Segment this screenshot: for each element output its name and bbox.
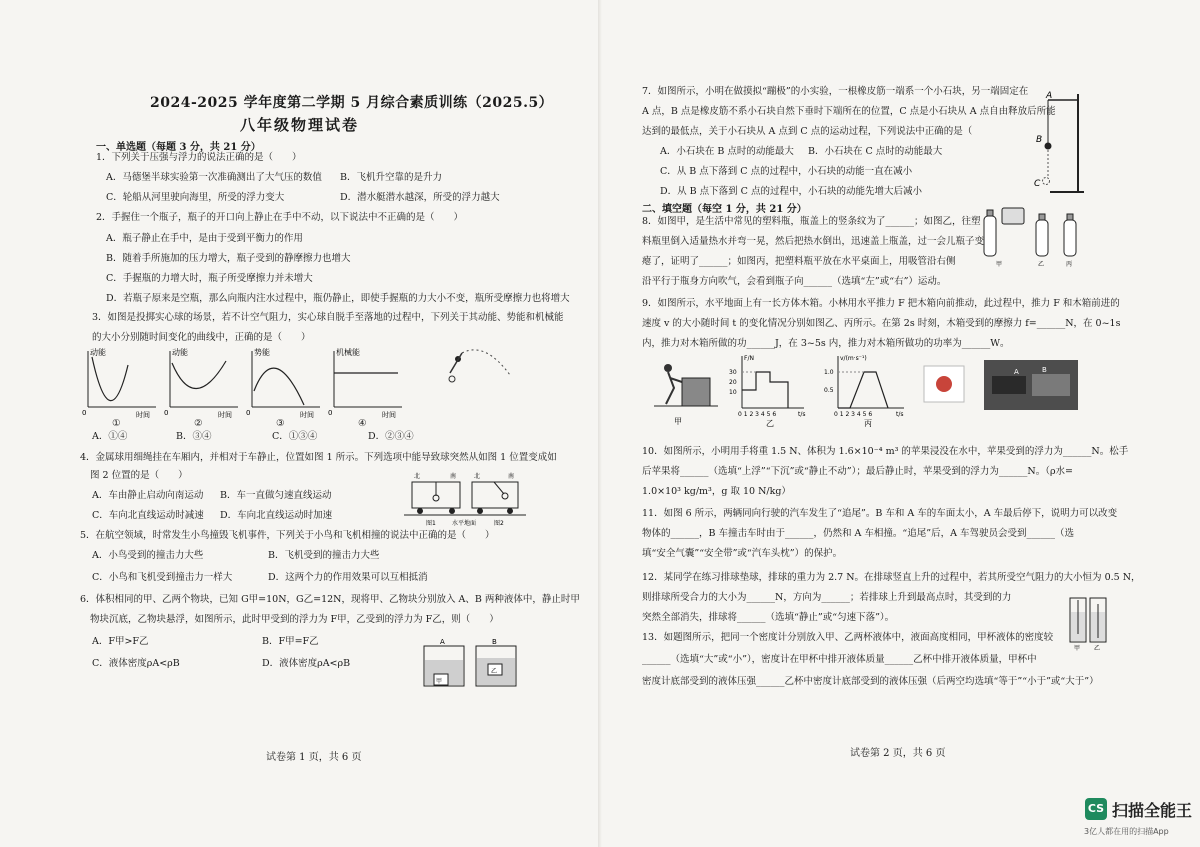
q2-option-c: C．手握瓶的力增大时，瓶子所受摩擦力并未增大 xyxy=(106,273,313,284)
q3-option-d: D．②③④ xyxy=(368,431,414,442)
fig9-f-ticks: 0 1 2 3 4 5 6 xyxy=(738,411,777,418)
fig9-f-10: 10 xyxy=(729,389,737,396)
question-7: 7．如图所示，小明在做摸拟“蹦极”的小实验，一根橡皮筋一端系一个小石块，另一端固定在 xyxy=(642,86,1029,97)
q3-graph-3-label: ③ xyxy=(276,418,285,429)
fig9-f-30: 30 xyxy=(729,369,737,376)
q3-option-b: B．③④ xyxy=(176,431,212,442)
fig9-f-t-axis: t/s xyxy=(798,411,806,418)
q7-option-b: B．小石块在 C 点时的动能最大 xyxy=(808,146,943,157)
fig8-jia: 甲 xyxy=(996,261,1003,268)
section-fill-blank: 二、填空题（每空 1 分，共 21 分） xyxy=(642,204,807,215)
fig6-label-a: A xyxy=(440,638,445,646)
fig6-block-yi: 乙 xyxy=(491,668,498,675)
q2-option-d: D．若瓶子原来是空瓶，那么向瓶内注水过程中，瓶仍静止，即使手握瓶的力大小不变，瓶所受摩擦力也将增大 xyxy=(106,293,570,304)
q7-option-c: C．从 B 点下落到 C 点的过程中，小石块的动能一直在减小 xyxy=(660,166,913,177)
q8-bottles-figure xyxy=(978,206,1084,268)
question-11-cont1: 物体的______，B 车撞击车时由于______，仍然和 A 车相撞。“追尾”后，A 车驾驶员会受到______（选 xyxy=(642,528,1074,539)
q9-figures xyxy=(644,352,1084,428)
q11-car-collision-photo xyxy=(984,360,1078,410)
fig8-yi: 乙 xyxy=(1038,261,1045,268)
q10-apple-figure xyxy=(924,366,964,402)
fig4-south-2: 南 xyxy=(508,473,515,480)
camscanner-name: 扫描全能王 xyxy=(1112,801,1193,820)
question-11: 11．如图 6 所示，两辆同向行驶的汽车发生了“追尾”。B 车和 A 车的车面太小，A 车最后停下，说明力可以改变 xyxy=(642,508,1118,519)
q3-graph-1-label: ① xyxy=(112,418,121,429)
q4-option-a: A．车由静止启动向南运动 xyxy=(92,490,204,501)
question-4: 4．金属球用细绳挂在车厢内，并相对于车静止，位置如图 1 所示。下列选项中能导致球突然从如图 1 位置变成如 xyxy=(80,452,557,463)
q3-graphs xyxy=(80,345,520,425)
question-4-cont: 图 2 位置的是（ ） xyxy=(90,470,188,481)
exam-title: 2024-2025 学年度第二学期 5 月综合素质训练（2025.5） xyxy=(150,95,554,111)
question-11-cont2: 填“安全气囊”“安全带”或“汽车头枕”）的保护。 xyxy=(642,548,843,559)
question-6: 6．体积相同的甲、乙两个物块，已知 G甲=10N，G乙=12N，现将甲、乙物块分别放入 A、B 两种液体中，静止时甲 xyxy=(80,594,580,605)
q7-bungee-figure xyxy=(1030,88,1090,198)
q3-graph-3-ylabel: 势能 xyxy=(254,348,270,357)
fig9-f-axis: F/N xyxy=(744,355,754,362)
q3-graph-2-label: ② xyxy=(194,418,203,429)
fig4-ground: 水平地面 xyxy=(452,520,477,527)
fig9-force-time-graph xyxy=(729,355,806,428)
fig11-car-a: A xyxy=(1014,368,1019,376)
section-single-choice: 一、单选题（每题 3 分，共 21 分） xyxy=(96,142,261,153)
q4-option-c: C．车向北直线运动时减速 xyxy=(92,510,204,521)
question-12-cont1: 则排球所受合力的大小为______N，方向为______；若排球上升到最高点时，其受到的力 xyxy=(642,592,1012,603)
question-9-cont2: 内，推力对木箱所做的功______J，在 3~5s 内，推力对木箱所做功的功率为______W。 xyxy=(642,338,1010,349)
q2-option-b: B．随着手所施加的压力增大，瓶子受到的静摩擦力也增大 xyxy=(106,253,351,264)
q1-option-b: B．飞机升空靠的是升力 xyxy=(340,172,442,183)
question-1: 1．下列关于压强与浮力的说法正确的是（ ） xyxy=(96,152,302,163)
q6-option-d: D．液体密度ρA<ρB xyxy=(262,658,351,669)
q3-graph-4-ylabel: 机械能 xyxy=(336,348,360,357)
q3-graph-4-xlabel: 时间 xyxy=(382,411,396,419)
fig9-pushing-illustration xyxy=(654,364,718,406)
fig13-jia: 甲 xyxy=(1074,645,1081,652)
q3-graph-2-xlabel: 时间 xyxy=(218,411,232,419)
fig4-south-1: 南 xyxy=(450,473,457,480)
fig9-label-jia: 甲 xyxy=(674,417,682,426)
question-6-cont: 物块沉底，乙物块悬浮，如图所示，此时甲受到的浮力为 F甲，乙受到的浮力为 F乙，则（ ） xyxy=(90,614,499,625)
fig7-point-c: C xyxy=(1034,179,1041,189)
question-12-cont2: 突然全部消失，排球将______（选填“静止”或“匀速下落”）。 xyxy=(642,612,895,623)
question-10: 10．如图所示，小明用手将重 1.5 N、体积为 1.6×10⁻⁴ m³ 的苹果浸没在水中，苹果受到的浮力为______N。松手 xyxy=(642,446,1129,457)
q3-graph-4 xyxy=(328,347,402,419)
q2-option-a: A．瓶子静止在手中，是由于受到平衡力的作用 xyxy=(106,233,303,244)
fig9-f-20: 20 xyxy=(729,379,737,386)
fig9-v-ticks: 0 1 2 3 4 5 6 xyxy=(834,411,873,418)
question-9-cont1: 速度 v 的大小随时间 t 的变化情况分别如图乙、丙所示。在第 2s 时刻，木箱受到的摩擦力 f=______N，在 0~1s xyxy=(642,318,1121,329)
fig4-north-1: 北 xyxy=(414,473,421,480)
q3-option-a: A．①④ xyxy=(92,431,128,442)
question-13-cont1: ______（选填“大”或“小”），密度计在甲杯中排开液体质量______乙杯中排开液体质量，甲杯中 xyxy=(642,654,1037,665)
q3-graph-1-ylabel: 动能 xyxy=(90,348,106,357)
fig9-v-axis: v/(m·s⁻¹) xyxy=(840,355,867,362)
q5-option-d: D．这两个力的作用效果可以互相抵消 xyxy=(268,572,428,583)
q6-option-c: C．液体密度ρA<ρB xyxy=(92,658,180,669)
q3-graph-2-origin: 0 xyxy=(164,409,169,417)
question-5: 5．在航空领域，时常发生小鸟撞毁飞机事件，下列关于小鸟和飞机相撞的说法中正确的是（ ） xyxy=(80,530,495,541)
fig7-point-a: A xyxy=(1046,91,1053,101)
question-13-cont2: 密度计底部受到的液体压强______乙杯中密度计底部受到的液体压强（后两空均选填“等于”“小于”或“大于”） xyxy=(642,676,1099,687)
page-1-footer: 试卷第 1 页，共 6 页 xyxy=(266,752,362,763)
question-8-cont2: 瘪了，证明了______；如图丙，把塑料瓶平放在水平桌面上，用吸管沿右侧 xyxy=(642,256,956,267)
q5-option-b: B．飞机受到的撞击力大些 xyxy=(268,550,380,561)
q3-graph-1-xlabel: 时间 xyxy=(136,411,150,419)
exam-subtitle: 八年级物理试卷 xyxy=(240,116,360,134)
question-10-cont2: 1.0×10³ kg/m³，g 取 10 N/kg） xyxy=(642,486,791,497)
camscanner-logo-icon: CS xyxy=(1085,798,1107,820)
fig6-block-jia: 甲 xyxy=(436,678,443,685)
question-7-cont1: A 点，B 点是橡皮筋不系小石块自然下垂时下端所在的位置，C 点是小石块从 A 点自由释放后所能 xyxy=(642,106,1056,117)
fig9-v-10: 1.0 xyxy=(824,369,834,376)
fig6-label-b: B xyxy=(492,638,497,646)
fig4-label-1: 图1 xyxy=(426,520,436,527)
q6-option-a: A．F甲>F乙 xyxy=(92,636,149,647)
question-8: 8．如图甲，是生活中常见的塑料瓶，瓶盖上的竖条纹为了______；如图乙，往塑 xyxy=(642,216,981,227)
fig4-label-2: 图2 xyxy=(494,520,504,527)
fig9-label-bing: 丙 xyxy=(864,419,872,428)
fig9-v-t-axis: t/s xyxy=(896,411,904,418)
q1-option-d: D．潜水艇潜水越深，所受的浮力越大 xyxy=(340,192,500,203)
camscanner-tagline: 3亿人都在用的扫描App xyxy=(1084,827,1169,836)
question-8-cont1: 料瓶里倒入适量热水并弯一晃，然后把热水倒出，迅速盖上瓶盖，过一会儿瓶子变 xyxy=(642,236,985,247)
q3-option-c: C．①③④ xyxy=(272,431,318,442)
question-3: 3．如图是投掷实心球的场景，若不计空气阻力，实心球自脱手至落地的过程中，下列关于其动能、势能和机械能 xyxy=(92,312,564,323)
q3-graph-2 xyxy=(164,347,238,419)
question-10-cont1: 后苹果将______（选填“上浮”“下沉”或“静止不动”）；最后静止时，苹果受到的浮力为______N。（ρ水= xyxy=(642,466,1073,477)
q5-option-a: A．小鸟受到的撞击力大些 xyxy=(92,550,204,561)
question-12: 12．某同学在练习排球垫球，排球的重力为 2.7 N。在排球竖直上升的过程中，若其所受空气阻力的大小恒为 0.5 N， xyxy=(642,572,1141,583)
question-7-cont2: 达到的最低点，关于小石块从 A 点到 C 点的运动过程，下列说法中正确的是（ xyxy=(642,126,973,137)
q6-option-b: B．F甲=F乙 xyxy=(262,636,319,647)
q6-figure xyxy=(420,636,520,688)
q1-option-a: A．马德堡半球实验第一次准确测出了大气压的数值 xyxy=(106,172,322,183)
question-9: 9．如图所示，水平地面上有一长方体木箱。小林用水平推力 F 把木箱向前推动，此过程中，推力 F 和木箱前进的 xyxy=(642,298,1120,309)
q4-option-b: B．车一直做匀速直线运动 xyxy=(220,490,332,501)
q4-option-d: D．车向北直线运动时加速 xyxy=(220,510,333,521)
fig8-bing: 丙 xyxy=(1066,261,1073,268)
question-2: 2．手握住一个瓶子，瓶子的开口向上静止在手中不动，以下说法中不正确的是（ ） xyxy=(96,212,464,223)
q7-option-d: D．从 B 点下落到 C 点的过程中，小石块的动能先增大后减小 xyxy=(660,186,922,197)
page-2-footer: 试卷第 2 页，共 6 页 xyxy=(850,748,946,759)
q3-graph-2-ylabel: 动能 xyxy=(172,348,188,357)
shot-put-thrower-illustration xyxy=(449,350,510,382)
fig11-car-b: B xyxy=(1042,366,1047,374)
fig9-v-05: 0.5 xyxy=(824,387,834,394)
q7-option-a: A．小石块在 B 点时的动能最大 xyxy=(660,146,794,157)
q4-figure xyxy=(400,470,530,528)
q3-graph-1 xyxy=(82,347,156,419)
q1-option-c: C．轮船从河里驶向海里，所受的浮力变大 xyxy=(106,192,285,203)
fig4-north-2: 北 xyxy=(474,473,481,480)
question-8-cont3: 沿平行于瓶身方向吹气，会看到瓶子向______（选填“左”或“右”）运动。 xyxy=(642,276,947,287)
q3-graph-1-origin: 0 xyxy=(82,409,87,417)
fig9-velocity-time-graph xyxy=(824,355,904,428)
q3-graph-4-label: ④ xyxy=(358,418,367,429)
q3-graph-3-origin: 0 xyxy=(246,409,251,417)
question-3-cont: 的大小分别随时间变化的曲线中，正确的是（ ） xyxy=(92,332,311,343)
exam-page-2 xyxy=(600,0,1200,847)
q5-option-c: C．小鸟和飞机受到撞击力一样大 xyxy=(92,572,233,583)
q3-graph-4-origin: 0 xyxy=(328,409,333,417)
q13-hydrometer-figure xyxy=(1068,594,1108,652)
fig9-label-yi: 乙 xyxy=(766,419,774,428)
q3-graph-3 xyxy=(246,347,320,419)
fig13-yi: 乙 xyxy=(1094,645,1101,652)
fig7-point-b: B xyxy=(1036,135,1043,145)
question-13: 13．如题图所示，把同一个密度计分别放入甲、乙两杯液体中，液面高度相同，甲杯液体的密度较 xyxy=(642,632,1054,643)
q3-graph-3-xlabel: 时间 xyxy=(300,411,314,419)
